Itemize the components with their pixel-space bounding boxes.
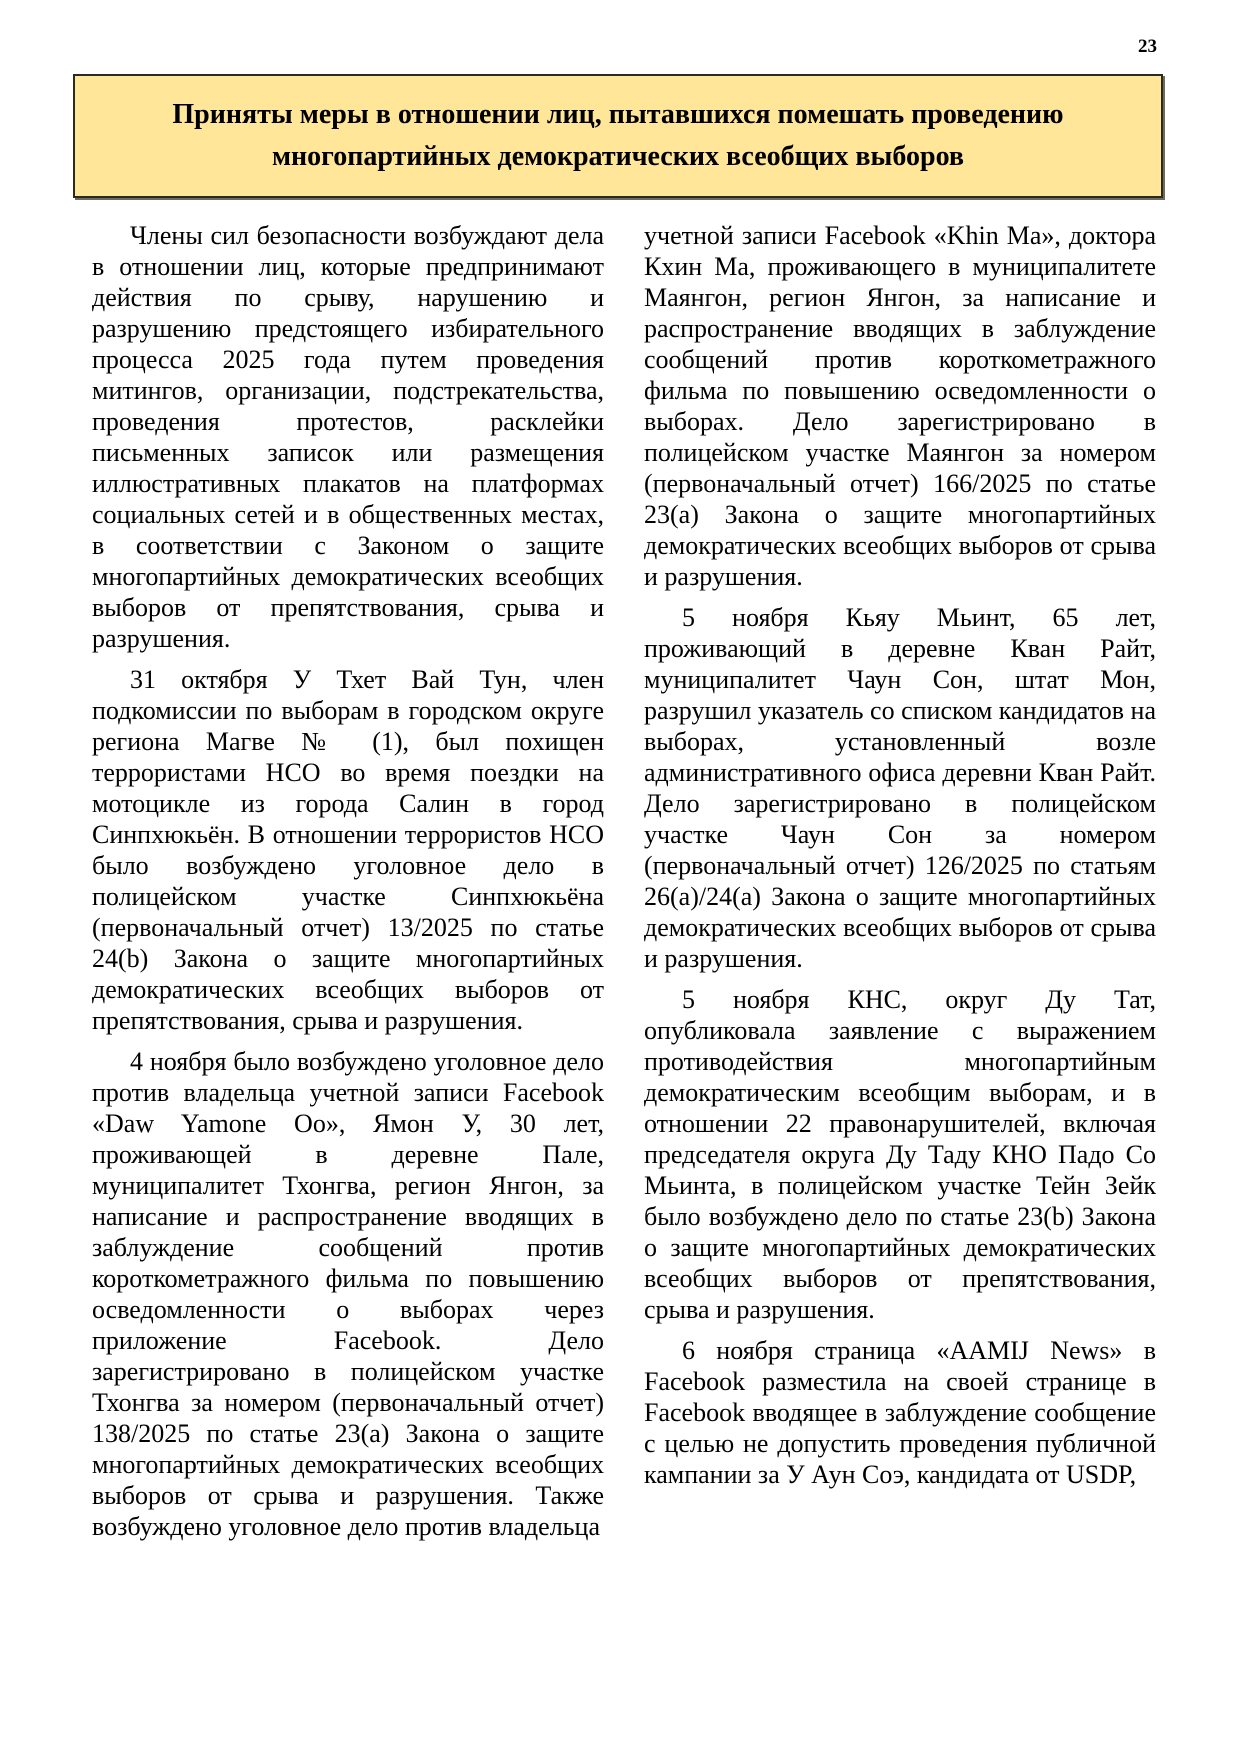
right-column — [644, 220, 1156, 1500]
paragraph-oct31-kidnapping: 31 октября У Тхет Вай Тун, член подкомиссии по выборам в городском округе региона Магве № (1), был похищен террористами НСО во время поездки на мотоцикле из города Салин в город Синпхюкьён. В отношении террористов НСО было возбуждено уголовное дело в полицейском участке Синпхюкьёна (первоначальный отчет) 13/2025 по статье 24(b) Закона о защите многопартийных демократических всеобщих выборов от препятствования, срыва и разрушения. — [92, 665, 604, 1035]
section-title-line-1: Приняты меры в отношении лиц, пытавшихся помешать проведению — [172, 99, 1064, 130]
section-title-box — [73, 74, 1163, 198]
paragraph-nov5-sign-destroyed: 5 ноября Кьяу Мьинт, 65 лет, проживающий в деревне Кван Райт, муниципалитет Чаун Сон, штат Мон, разрушил указатель со списком кандидатов на выборах, установленный возле административного офиса деревни Кван Райт. Дело зарегистрировано в полицейском участке Чаун Сон за номером (первоначальный отчет) 126/2025 по статьям 26(a)/24(a) Закона о защите многопартийных демократических всеобщих выборов от срыва и разрушения. — [644, 603, 1156, 973]
paragraph-nov4-facebook-case: 4 ноября было возбуждено уголовное дело против владельца учетной записи Facebook «Daw Yamone Oo», Ямон У, 30 лет, проживающей в деревне Пале, муниципалитет Тхонгва, регион Янгон, за написание и распространение вводящих в заблуждение сообщений против короткометражного фильма по повышению осведомленности о выборах через приложение Facebook. Дело зарегистрировано в полицейском участке Тхонгва за номером (первоначальный отчет) 138/2025 по статье 23(a) Закона о защите многопартийных демократических всеобщих выборов от срыва и разрушения. Также возбуждено уголовное дело против владельца — [92, 1047, 604, 1541]
paragraph-nov4-continued: учетной записи Facebook «Khin Ma», доктора Кхин Ма, проживающего в муниципалитете Маянгон, регион Янгон, за написание и распространение вводящих в заблуждение сообщений против короткометражного фильма по повышению осведомленности о выборах. Дело зарегистрировано в полицейском участке Маянгон за номером (первоначальный отчет) 166/2025 по статье 23(a) Закона о защите многопартийных демократических всеобщих выборов от срыва и разрушения. — [644, 221, 1156, 591]
left-column — [92, 220, 604, 1552]
paragraph-nov6-aamij-news: 6 ноября страница «AAMIJ News» в Facebook разместила на своей странице в Facebook вводящее в заблуждение сообщение с целью не допустить проведения публичной кампании за У Аун Соэ, кандидата от USDP, — [644, 1336, 1156, 1489]
page-number: 23 — [1138, 36, 1157, 57]
paragraph-intro: Члены сил безопасности возбуждают дела в отношении лиц, которые предпринимают действия по срыву, нарушению и разрушению предстоящего избирательного процесса 2025 года путем проведения митингов, организации, подстрекательства, проведения протестов, расклейки письменных записок или размещения иллюстративных плакатов на платформах социальных сетей и в общественных местах, в соответствии с Законом о защите многопартийных демократических всеобщих выборов от препятствования, срыва и разрушения. — [92, 221, 604, 653]
section-title-line-2: многопартийных демократических всеобщих выборов — [271, 141, 964, 172]
paragraph-nov5-knu-statement: 5 ноября КНС, округ Ду Тат, опубликовала заявление с выражением противодействия многопартийным демократическим всеобщим выборам, и в отношении 22 правонарушителей, включая председателя округа Ду Таду КНО Падо Со Мьинта, в полицейском участке Тейн Зейк было возбуждено дело по статье 23(b) Закона о защите многопартийных демократических всеобщих выборов от препятствования, срыва и разрушения. — [644, 985, 1156, 1324]
section-title — [142, 94, 1093, 178]
